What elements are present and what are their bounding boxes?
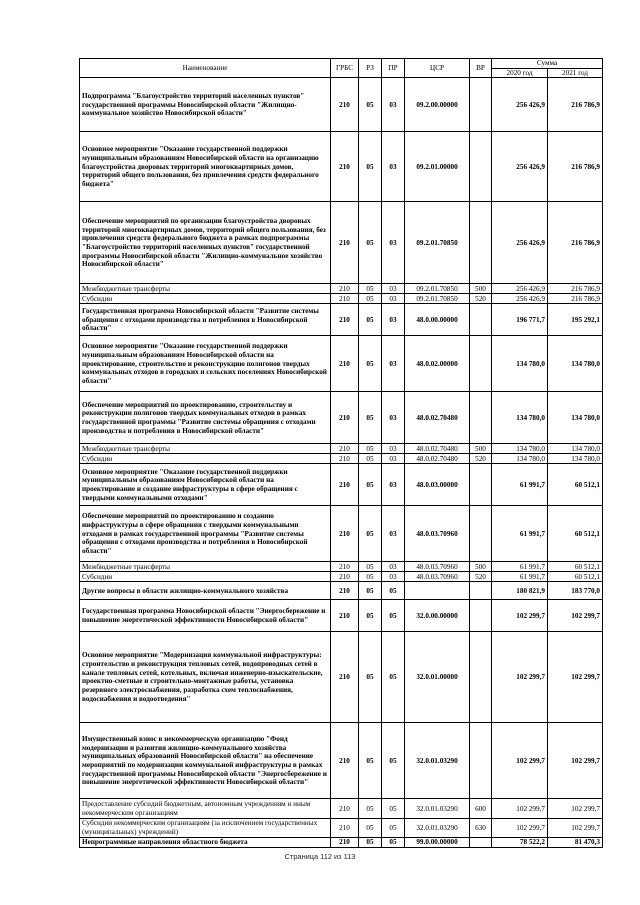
cell-pr: 05 (382, 819, 405, 837)
cell-2021: 134 780,0 (548, 392, 603, 444)
cell-csr: 48.0.02.70480 (405, 392, 470, 444)
cell-rz: 05 (359, 294, 382, 304)
cell-csr: 09.2.01.70850 (405, 284, 470, 294)
cell-2020: 256 426,9 (492, 132, 548, 202)
cell-name: Основное мероприятие "Оказание государственной поддержки муниципальным образованиям Новосибирской области на проектирование и создание инфраструктуры в сфере обращения с твердыми коммунальными отходами" (80, 464, 331, 506)
table-row (80, 464, 603, 506)
cell-rz: 05 (359, 392, 382, 444)
cell-vr (470, 202, 492, 284)
cell-pr: 03 (382, 444, 405, 454)
cell-pr: 03 (382, 294, 405, 304)
cell-rz: 05 (359, 444, 382, 454)
col-header-2021: 2021 год (548, 68, 603, 78)
col-header-pr: ПР (382, 59, 405, 78)
cell-2021: 102 299,7 (548, 799, 603, 819)
cell-vr (470, 464, 492, 506)
table-row (80, 632, 603, 723)
cell-grbs: 210 (331, 392, 359, 444)
cell-vr: 600 (470, 799, 492, 819)
cell-2020: 134 780,0 (492, 392, 548, 444)
table-row (80, 723, 603, 799)
col-header-name: Наименование (80, 59, 331, 78)
cell-vr: 520 (470, 454, 492, 464)
cell-2020: 256 426,9 (492, 294, 548, 304)
cell-grbs: 210 (331, 444, 359, 454)
cell-2021: 195 292,1 (548, 304, 603, 336)
cell-name: Обеспечение мероприятий по проектированию и созданию инфраструктуры в сфере обращения с твердыми коммунальными отходами в рамках государственной программы "Развитие системы обращения с отходами производства и потребления в Новосибирской области" (80, 506, 331, 562)
cell-2020: 61 991,7 (492, 464, 548, 506)
col-header-rz: РЗ (359, 59, 382, 78)
cell-rz: 05 (359, 562, 382, 572)
cell-grbs: 210 (331, 78, 359, 132)
table-row (80, 284, 603, 294)
cell-csr: 32.0.01.03290 (405, 723, 470, 799)
cell-2021: 60 512,1 (548, 464, 603, 506)
cell-2021: 60 512,1 (548, 506, 603, 562)
cell-2020: 196 771,7 (492, 304, 548, 336)
cell-name: Основное мероприятие "Оказание государственной поддержки муниципальным образованиям Новосибирской области на проектирование, строительство и реконструкцию полигонов твердых коммунальных отходов в городских и сельских поселениях Новосибирской области" (80, 336, 331, 392)
cell-csr: 09.2.00.00000 (405, 78, 470, 132)
cell-2021: 102 299,7 (548, 632, 603, 723)
cell-vr: 520 (470, 294, 492, 304)
cell-pr: 03 (382, 336, 405, 392)
table-row (80, 562, 603, 572)
table-row (80, 454, 603, 464)
cell-rz: 05 (359, 506, 382, 562)
cell-csr: 32.0.01.03290 (405, 819, 470, 837)
cell-name: Имущественный взнос в некоммерческую организацию "Фонд модернизации и развития жилищно-коммунального хозяйства муниципальных образований Новосибирской области" на обеспечение мероприятий по модернизации коммунальной инфраструктуры в рамках государственной программы Новосибирской области "Энергосбережение и повышение энергетической эффективности Новосибирской области" (80, 723, 331, 799)
cell-grbs: 210 (331, 336, 359, 392)
cell-rz: 05 (359, 132, 382, 202)
cell-grbs: 210 (331, 284, 359, 294)
cell-pr: 05 (382, 723, 405, 799)
cell-vr (470, 392, 492, 444)
table-row (80, 304, 603, 336)
cell-csr: 09.2.01.70850 (405, 294, 470, 304)
cell-name: Субсидии некоммерческим организациям (за исключением государственных (муниципальных) учреждений) (80, 819, 331, 837)
cell-2020: 256 426,9 (492, 78, 548, 132)
cell-csr: 48.0.02.70480 (405, 444, 470, 454)
cell-name: Межбюджетные трансферты (80, 444, 331, 454)
cell-2020: 102 299,7 (492, 799, 548, 819)
cell-pr: 05 (382, 799, 405, 819)
cell-grbs: 210 (331, 799, 359, 819)
cell-vr (470, 304, 492, 336)
cell-csr: 48.0.03.70960 (405, 506, 470, 562)
cell-vr: 630 (470, 819, 492, 837)
cell-csr: 48.0.00.00000 (405, 304, 470, 336)
cell-pr: 03 (382, 78, 405, 132)
cell-vr (470, 336, 492, 392)
table-row (80, 837, 603, 847)
cell-rz: 05 (359, 284, 382, 294)
cell-2020: 61 991,7 (492, 506, 548, 562)
cell-vr: 500 (470, 562, 492, 572)
cell-pr: 03 (382, 562, 405, 572)
cell-csr: 32.0.01.03290 (405, 799, 470, 819)
cell-vr (470, 723, 492, 799)
cell-csr: 48.0.03.70960 (405, 562, 470, 572)
cell-vr (470, 506, 492, 562)
col-header-sum: Сумма (492, 59, 603, 69)
cell-pr: 03 (382, 202, 405, 284)
cell-2020: 102 299,7 (492, 632, 548, 723)
cell-name: Субсидии (80, 294, 331, 304)
cell-pr: 03 (382, 284, 405, 294)
cell-pr: 03 (382, 572, 405, 582)
cell-2021: 102 299,7 (548, 819, 603, 837)
cell-grbs: 210 (331, 464, 359, 506)
cell-name: Обеспечение мероприятий по проектированию, строительству и реконструкции полигонов твердых коммунальных отходов в рамках государственной программы "Развитие системы обращения с отходами производства и потребления в Новосибирской области" (80, 392, 331, 444)
cell-2021: 134 780,0 (548, 454, 603, 464)
cell-csr: 99.0.00.00000 (405, 837, 470, 847)
cell-name: Обеспечение мероприятий по организации благоустройства дворовых территорий многоквартирных домов, территорий общего пользования, без привлечения средств федерального бюджета в рамках подпрограммы "Благоустройство территорий населенных пунктов" государственной программы Новосибирской области "Жилищно-коммунальное хозяйство Новосибирской области" (80, 202, 331, 284)
cell-2021: 216 786,9 (548, 132, 603, 202)
cell-csr: 09.2.01.00000 (405, 132, 470, 202)
cell-name: Субсидии (80, 454, 331, 464)
cell-rz: 05 (359, 336, 382, 392)
cell-name: Подпрограмма "Благоустройство территорий населенных пунктов" государственной программы Новосибирской области "Жилищно-коммунальное хозяйство Новосибирской области" (80, 78, 331, 132)
cell-pr: 03 (382, 132, 405, 202)
cell-2021: 216 786,9 (548, 78, 603, 132)
budget-table (79, 58, 603, 848)
cell-pr: 05 (382, 600, 405, 632)
cell-rz: 05 (359, 582, 382, 600)
cell-vr (470, 582, 492, 600)
cell-2020: 180 821,9 (492, 582, 548, 600)
cell-rz: 05 (359, 202, 382, 284)
table-row (80, 444, 603, 454)
cell-csr: 48.0.03.00000 (405, 464, 470, 506)
cell-grbs: 210 (331, 202, 359, 284)
cell-vr (470, 78, 492, 132)
cell-rz: 05 (359, 600, 382, 632)
cell-pr: 05 (382, 632, 405, 723)
cell-2020: 134 780,0 (492, 444, 548, 454)
cell-name: Основное мероприятие "Модернизация коммунальной инфраструктуры: строительство и реконструкция тепловых сетей, водопроводных сетей в канале тепловых сетей, котельных, включая инженерно-изыскательские, проектно-сметные и строительно-монтажные работы, установка резервного электроснабжения, разработка схем теплоснабжения, водоснабжения и водоотведения" (80, 632, 331, 723)
cell-rz: 05 (359, 632, 382, 723)
table-row (80, 294, 603, 304)
table-row (80, 336, 603, 392)
cell-2020: 78 522,2 (492, 837, 548, 847)
cell-name: Непрограммные направления областного бюджета (80, 837, 331, 847)
cell-rz: 05 (359, 454, 382, 464)
cell-name: Предоставление субсидий бюджетным, автономным учреждениям и иным некоммерческим организациям (80, 799, 331, 819)
cell-pr: 05 (382, 837, 405, 847)
cell-rz: 05 (359, 723, 382, 799)
table-row (80, 600, 603, 632)
cell-pr: 05 (382, 582, 405, 600)
cell-pr: 03 (382, 464, 405, 506)
table-row (80, 78, 603, 132)
cell-rz: 05 (359, 464, 382, 506)
table-row (80, 582, 603, 600)
cell-grbs: 210 (331, 582, 359, 600)
cell-2020: 102 299,7 (492, 723, 548, 799)
cell-2021: 216 786,9 (548, 284, 603, 294)
cell-vr: 500 (470, 284, 492, 294)
cell-2020: 102 299,7 (492, 600, 548, 632)
cell-2021: 134 780,0 (548, 444, 603, 454)
cell-name: Другие вопросы в области жилищно-коммунального хозяйства (80, 582, 331, 600)
cell-grbs: 210 (331, 837, 359, 847)
cell-2020: 256 426,9 (492, 202, 548, 284)
cell-vr: 520 (470, 572, 492, 582)
cell-csr: 32.0.01.00000 (405, 632, 470, 723)
cell-pr: 03 (382, 392, 405, 444)
table-row (80, 506, 603, 562)
budget-table-body (80, 78, 603, 847)
cell-name: Основное мероприятие "Оказание государственной поддержки муниципальным образованиям Новосибирской области на организацию благоустройства дворовых территорий многоквартирных домов, территорий общего пользования, без привлечения средств федерального бюджета" (80, 132, 331, 202)
cell-2020: 61 991,7 (492, 562, 548, 572)
cell-pr: 03 (382, 304, 405, 336)
cell-grbs: 210 (331, 632, 359, 723)
cell-name: Государственная программа Новосибирской области "Энергосбережение и повышение энергетической эффективности Новосибирской области" (80, 600, 331, 632)
cell-rz: 05 (359, 78, 382, 132)
cell-name: Субсидии (80, 572, 331, 582)
cell-2021: 81 470,3 (548, 837, 603, 847)
table-row (80, 799, 603, 819)
cell-2020: 256 426,9 (492, 284, 548, 294)
cell-rz: 05 (359, 837, 382, 847)
cell-2021: 102 299,7 (548, 723, 603, 799)
cell-2021: 60 512,1 (548, 562, 603, 572)
cell-pr: 03 (382, 506, 405, 562)
cell-grbs: 210 (331, 572, 359, 582)
cell-grbs: 210 (331, 506, 359, 562)
cell-grbs: 210 (331, 819, 359, 837)
table-row (80, 819, 603, 837)
cell-2020: 134 780,0 (492, 336, 548, 392)
cell-vr (470, 600, 492, 632)
cell-csr: 48.0.02.70480 (405, 454, 470, 464)
cell-2020: 102 299,7 (492, 819, 548, 837)
cell-vr (470, 837, 492, 847)
cell-name: Государственная программа Новосибирской области "Развитие системы обращения с отходами производства и потребления в Новосибирской области" (80, 304, 331, 336)
table-row (80, 392, 603, 444)
cell-grbs: 210 (331, 600, 359, 632)
cell-2021: 216 786,9 (548, 294, 603, 304)
cell-csr: 32.0.00.00000 (405, 600, 470, 632)
cell-rz: 05 (359, 799, 382, 819)
cell-csr: 48.0.03.70960 (405, 572, 470, 582)
page-number: Страница 112 из 113 (284, 852, 356, 861)
cell-grbs: 210 (331, 723, 359, 799)
cell-2021: 102 299,7 (548, 600, 603, 632)
cell-2021: 183 770,0 (548, 582, 603, 600)
cell-grbs: 210 (331, 562, 359, 572)
col-header-grbs: ГРБС (331, 59, 359, 78)
cell-2021: 60 512,1 (548, 572, 603, 582)
cell-csr: 09.2.01.70850 (405, 202, 470, 284)
cell-2020: 134 780,0 (492, 454, 548, 464)
table-row (80, 132, 603, 202)
cell-grbs: 210 (331, 304, 359, 336)
col-header-2020: 2020 год (492, 68, 548, 78)
cell-grbs: 210 (331, 454, 359, 464)
cell-pr: 03 (382, 454, 405, 464)
cell-rz: 05 (359, 304, 382, 336)
table-row (80, 202, 603, 284)
cell-name: Межбюджетные трансферты (80, 562, 331, 572)
cell-2020: 61 991,7 (492, 572, 548, 582)
cell-csr (405, 582, 470, 600)
cell-csr: 48.0.02.00000 (405, 336, 470, 392)
cell-vr: 500 (470, 444, 492, 454)
cell-vr (470, 132, 492, 202)
cell-2021: 216 786,9 (548, 202, 603, 284)
col-header-csr: ЦСР (405, 59, 470, 78)
col-header-vr: ВР (470, 59, 492, 78)
cell-2021: 134 780,0 (548, 336, 603, 392)
cell-rz: 05 (359, 572, 382, 582)
cell-grbs: 210 (331, 132, 359, 202)
cell-vr (470, 632, 492, 723)
cell-name: Межбюджетные трансферты (80, 284, 331, 294)
table-row (80, 572, 603, 582)
cell-grbs: 210 (331, 294, 359, 304)
cell-rz: 05 (359, 819, 382, 837)
